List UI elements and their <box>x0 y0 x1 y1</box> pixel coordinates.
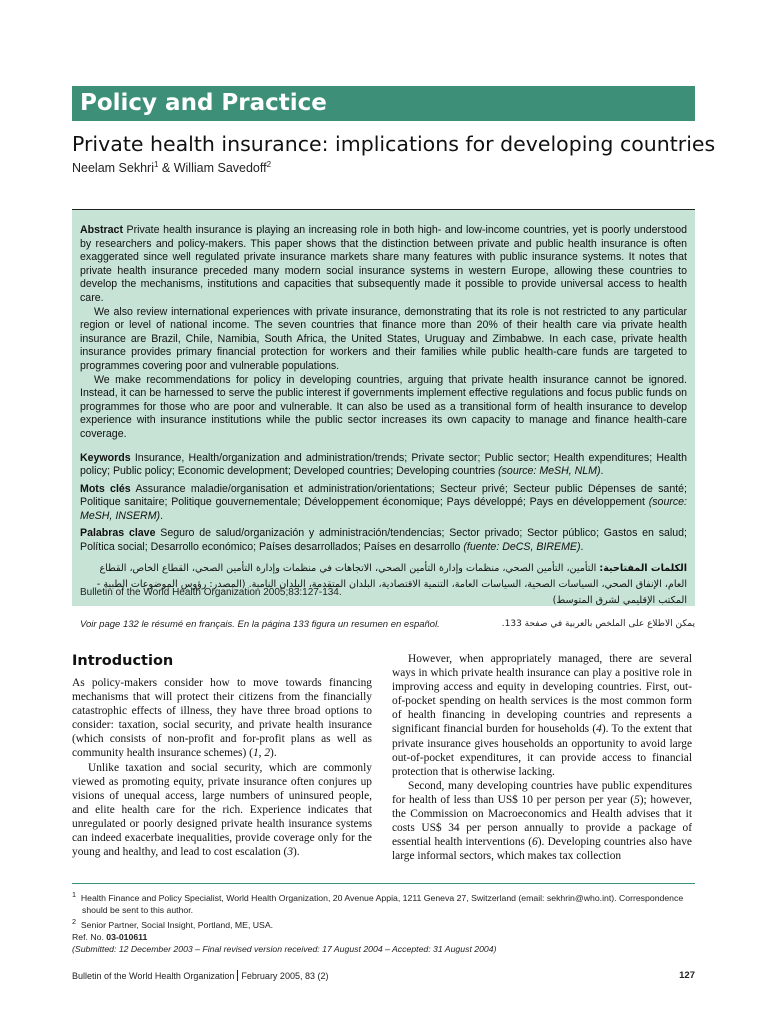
reference-mark: 3 <box>287 846 294 859</box>
abstract-paragraph: We also review international experiences with private insurance, demonstrating that its role is not restricted to any particular region or level of national income. The seven countries that finance more than 20% of their health care via private health insurance are Brazil, Chile, Namibia, South Africa, the United States, Uruguay and Zimbabwe. In each case, private health insurance provides primary financial protection for workers and their families while public health-care funds are targeted to programmes covering poor and vulnerable populations. <box>80 305 687 372</box>
journal-name: Bulletin of the World Health Organization <box>72 971 235 981</box>
footnote-mark: 2 <box>72 916 77 926</box>
article-title: Private health insurance: implications for developing countries <box>72 132 716 156</box>
summary-pointer-fr-es: Voir page 132 le résumé en français. En la página 133 figura un resumen en español. <box>80 619 440 630</box>
left-column <box>72 652 372 859</box>
body-text: ). <box>293 846 300 859</box>
keywords-label: الكلمات المفتاحية: <box>599 562 687 574</box>
keywords-english: Keywords Insurance, Health/organization and administration/trends; Private sector; Public sector; Health expenditures; Health policy; Public policy; Economic development; Developed countries; Developing countries (source: MeSH, NLM). <box>80 451 687 478</box>
abstract-text: Private health insurance is playing an increasing role in both high- and low-income countries, yet is poorly understood by researchers and policy-makers. This paper shows that the distinction between private and public health insurance is often exaggerated since well regulated private insurance markets share many features with public insurance systems. It notes that private health insurance preceded many modern social insurance systems in western Europe, allowing these countries to develop the mechanisms, institutions and capacities that subsequently made it possible to provide universal access to health care. <box>80 224 687 304</box>
body-text: ). Developing countries also have large informal sectors, which makes tax collection <box>392 836 692 863</box>
affiliation-mark: 1 <box>153 160 159 169</box>
section-label: Policy and Practice <box>72 86 695 121</box>
body-paragraph <box>392 779 692 864</box>
page-footer <box>72 970 695 981</box>
author-joiner: & <box>158 161 174 176</box>
reference-mark: 6 <box>532 836 538 849</box>
keywords-source: (source: MeSH, NLM) <box>498 465 601 478</box>
footer-divider <box>237 970 238 981</box>
abstract-paragraph: We make recommendations for policy in developing countries, arguing that private health insurance cannot be ignored. Instead, it can be harnessed to serve the public interest if governments implement effective regulations and focus public funds on programmes for those who are poor and vulnerable. It can also be used as a transitional form of health insurance to develop experience with insurance institutions while the public sector increases its own capacity to manage and finance health-care coverage. <box>80 373 687 440</box>
abstract-box <box>72 209 695 606</box>
body-text: ). To the extent that private insurance gives households an opportunity to avoid large out-of-pocket expenditures, it can provide access to financial protection that is otherwise lacking. <box>392 723 692 778</box>
keywords-french: Mots clés Assurance maladie/organisation et administration/orientations; Secteur privé; Secteur public Dépenses de santé; Politique sanitaire; Politique gouvernementale; Développement économique; Pays développé; Pays en développement (source: MeSH, INSERM). <box>80 482 688 522</box>
reference-mark: 4 <box>596 723 602 736</box>
footnotes <box>72 889 695 955</box>
keywords-source: (source: MeSH, INSERM) <box>80 496 688 522</box>
keywords-arabic <box>80 561 687 609</box>
reference-mark: 2 <box>264 747 271 760</box>
body-paragraph <box>392 652 692 779</box>
author-name: William Savedoff <box>173 161 267 176</box>
keywords-text: Assurance maladie/organisation et administration/orientations; Secteur privé; Secteur public Dépenses de santé; Politique sanitaire; Politique gouvernementale; Développement économique; Pays développé; Pays en développement <box>80 482 687 509</box>
reference-number <box>72 931 695 943</box>
footnote-text: Senior Partner, Social Insight, Portland, ME, USA. <box>80 919 274 930</box>
keywords-label: Keywords <box>80 451 131 464</box>
reference-mark: 5 <box>634 793 640 806</box>
keywords-label: Palabras clave <box>80 527 156 540</box>
reference-mark: 1 <box>252 747 259 760</box>
summary-pointer-ar: يمكن الاطلاع على الملخص بالعربية في صفحة 133. <box>501 619 695 629</box>
citation: Bulletin of the World Health Organization 2005;83:127-134. <box>80 587 342 598</box>
abstract-label: Abstract <box>80 224 123 236</box>
abstract-paragraph <box>80 224 687 306</box>
author-name: Neelam Sekhri <box>72 161 154 176</box>
reference-label: Ref. No. <box>72 931 104 942</box>
body-text: , <box>258 747 265 760</box>
right-column <box>392 652 692 863</box>
body-paragraph <box>72 676 372 761</box>
affiliation-mark: 2 <box>266 160 272 169</box>
keywords-label: Mots clés <box>80 482 131 495</box>
footnote <box>72 889 695 916</box>
body-text: ). <box>270 747 277 760</box>
footnote-text: Health Finance and Policy Specialist, World Health Organization, 20 Avenue Appia, 1211 Geneva 27, Switzerland (email: sekhrin@who.int). Correspondence should be sent to this author. <box>80 892 684 915</box>
issue-info: February 2005, 83 (2) <box>241 971 329 981</box>
footnote-divider <box>72 883 695 884</box>
section-heading: Introduction <box>72 653 174 669</box>
body-text: As policy-makers consider how to move towards financing mechanisms that will protect their citizens from the financially catastrophic effects of illness, they have three broad options to consider: taxation, social security, and private health insurance (which consists of non-profit and for-profit plans as well as community health insurance schemes) ( <box>72 677 372 760</box>
page-number: 127 <box>679 970 695 981</box>
body-text: Unlike taxation and social security, which are commonly viewed as promoting equity, private insurance often conjures up visions of unequal access, large numbers of uninsured people, and elite health care for the rich. Experience indicates that unregulated or poorly designed private health insurance systems can indeed exacerbate inequalities, provide coverage only for the young and healthy, and lead to cost escalation ( <box>72 761 372 859</box>
footnote <box>72 916 695 931</box>
keywords-text: Insurance, Health/organization and administration/trends; Private sector; Public sector; Health expenditures; Health policy; Public policy; Economic development; Developed countries; Developing countries <box>80 451 687 478</box>
keywords-spanish: Palabras clave Seguro de salud/organización y administración/tendencias; Sector privado; Sector público; Gastos en salud; Política social; Desarrollo económico; Países desarrollados; Países en desarrollo (fuente: DeCS, BIREME). <box>80 527 687 554</box>
submission-history: (Submitted: 12 December 2003 – Final revised version received: 17 August 2004 – Accepted: 31 August 2004) <box>72 943 497 954</box>
footnote-mark: 1 <box>72 890 77 899</box>
authors <box>72 160 271 175</box>
reference-value: 03-010611 <box>106 931 148 942</box>
body-text: However, when appropriately managed, there are several ways in which private health insurance can play a positive role in improving access and equity in developing countries. First, out-of-pocket spending on health services is the most common form of health financing in developing countries and represents a significant financial burden for households ( <box>392 653 692 736</box>
body-text: ); however, the Commission on Macroeconomics and Health advises that it costs US$ 34 per person annually to provide a package of essential health interventions ( <box>392 793 692 849</box>
keywords-source: (fuente: DeCS, BIREME) <box>463 541 581 554</box>
body-paragraph <box>72 761 372 860</box>
keywords-text: التأمين، التأمين الصحي، منظمات وإدارة التأمين الصحي، الاتجاهات في منظمات وإدارة التأمين الصحي، القطاع الخاص، القطاع العام، الإنفاق الصحي، السياسات الصحية، السياسات العامة، التنمية الاقتصادية، البلدان المتقدمة، البلدان النامية. (المصدر: رؤوس الموضوعات الطبية - المكتب الإقليمي لشرق المتوسط) <box>96 562 687 606</box>
keywords-text: Seguro de salud/organización y administración/tendencias; Sector privado; Sector público; Gastos en salud; Política social; Desarrollo económico; Países desarrollados; Países en desarrollo <box>80 527 687 554</box>
body-text: Second, many developing countries have public expenditures for health of less than US$ 10 per person per year ( <box>392 779 692 806</box>
